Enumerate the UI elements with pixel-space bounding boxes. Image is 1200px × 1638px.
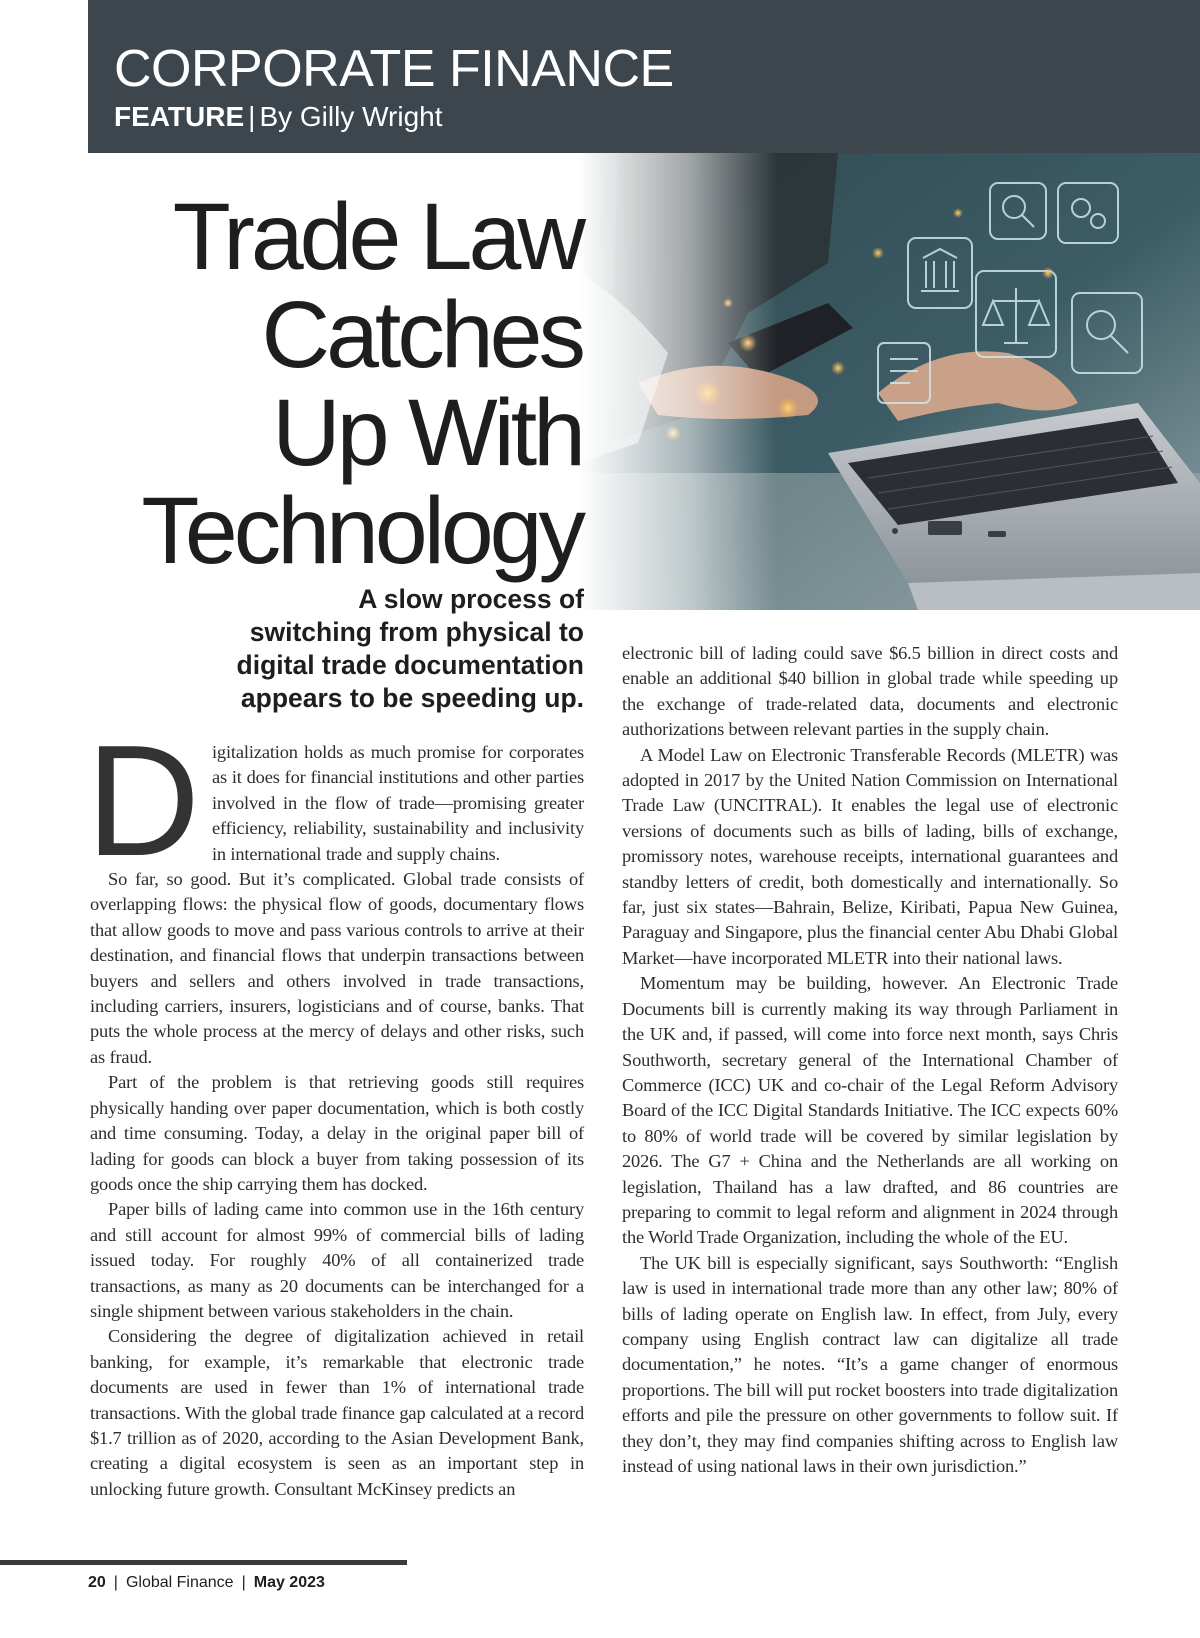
publication-name: Global Finance: [125, 1574, 234, 1591]
deck-line: appears to be speeding up.: [240, 683, 584, 713]
deck: [150, 583, 584, 715]
deck-line: A slow process of: [358, 584, 584, 614]
footer-separator: |: [113, 1574, 118, 1591]
footer-separator: |: [241, 1574, 246, 1591]
body-paragraph: So far, so good. But it’s complicated. Global trade consists of overlapping flows: the physical flow of goods, documentary flows that allow goods to move and pass various controls to arrive at their destination, and financial flows that underpin transactions between buyers and sellers and others involved in trade transactions, including carriers, insurers, logisticians and of course, banks. That puts the whole process at the mercy of delays and other risks, such as fraud.: [90, 869, 584, 1067]
deck-line: switching from physical to: [249, 617, 584, 647]
byline-separator: |: [248, 101, 256, 132]
author-byline: By Gilly Wright: [259, 101, 443, 132]
drop-cap: D: [86, 713, 200, 889]
body-paragraph: Momentum may be building, however. An Electronic Trade Documents bill is currently making its way through Parliament in the UK and, if passed, will come into force next month, says Chris Southworth, secretary general of the International Chamber of Commerce (ICC) UK and co-chair of the Legal Reform Advisory Board of the ICC Digital Standards Initiative. The ICC expects 60% to 80% of world trade will be covered by similar legislation by 2026. The G7 + China and the Netherlands are all working on legislation, Thailand has a law drafted, and 86 countries are preparing to commit to legal reform and alignment in 2024 through the World Trade Organization, including the whole of the EU.: [622, 973, 1118, 1248]
byline: [114, 100, 443, 134]
headline-line: Technology: [141, 478, 582, 584]
footer-rule: [0, 1560, 407, 1565]
body-paragraph: electronic bill of lading could save $6.5 billion in direct costs and enable an additional $40 billion in global trade while speeding up the exchange of trade-related data, documents and electronic authorizations between relevant parties in the supply chain.: [622, 643, 1118, 740]
section-header: [88, 0, 1200, 153]
headline-line: Trade Law: [172, 184, 582, 290]
body-paragraph: Part of the problem is that retrieving goods still requires physically handing over paper documentation, which is both costly and time consuming. Today, a delay in the original paper bill of lading for goods can block a buyer from taking possession of its goods once the ship carrying them has docked.: [90, 1072, 584, 1194]
headline-line: Catches: [261, 282, 582, 388]
headline: [90, 184, 582, 584]
body-paragraph: The UK bill is especially significant, says Southworth: “English law is used in international trade more than any other law; 80% of bills of lading operate on English law. In effect, from July, every company using English contract law can digitalize all trade documentation,” he notes. “It’s a game changer of enormous proportions. The bill will put rocket boosters into trade digitalization efforts and pile the pressure on other governments to follow suit. If they don’t, they may find companies shifting across to English law instead of using national laws in their own jurisdiction.”: [622, 1252, 1118, 1476]
page-number: 20: [88, 1574, 106, 1591]
deck-line: digital trade documentation: [236, 650, 584, 680]
body-paragraph: Paper bills of lading came into common use in the 16th century and still account for almost 99% of commercial bills of lading issued today. For roughly 40% of all containerized trade transactions, as many as 20 documents can be interchanged for a single shipment between various stakeholders in the chain.: [90, 1199, 584, 1321]
page-footer: [88, 1572, 325, 1594]
hero-photo: [578, 153, 1200, 610]
headline-line: Up With: [272, 380, 582, 486]
body-paragraph: igitalization holds as much promise for corporates as it does for financial institutions and other parties involved in the flow of trade—promising greater efficiency, reliability, sustainability and inclusivity in international trade and supply chains.: [211, 742, 584, 864]
body-column-right: [622, 641, 1118, 1479]
issue-date: May 2023: [253, 1574, 325, 1591]
section-title: CORPORATE FINANCE: [114, 40, 674, 98]
feature-kicker: FEATURE: [114, 101, 245, 132]
body-column-left: [86, 713, 584, 1502]
body-paragraph: Considering the degree of digitalization achieved in retail banking, for example, it’s remarkable that electronic trade documents are used in fewer than 1% of international trade transactions. With the global trade finance gap calculated at a record $1.7 trillion as of 2020, according to the Asian Development Bank, creating a digital ecosystem is seen as an important step in unlocking future growth. Consultant McKinsey predicts an: [90, 1326, 584, 1499]
body-paragraph: A Model Law on Electronic Transferable Records (MLETR) was adopted in 2017 by the United Nation Commission on International Trade Law (UNCITRAL). It enables the legal use of electronic versions of documents such as bills of lading, bills of exchange, promissory notes, warehouse receipts, international guarantees and standby letters of credit, both domestically and internationally. So far, just six states—Bahrain, Belize, Kiribati, Papua New Guinea, Paraguay and Singapore, plus the financial center Abu Dhabi Global Market—have incorporated MLETR into their national laws.: [622, 744, 1118, 968]
